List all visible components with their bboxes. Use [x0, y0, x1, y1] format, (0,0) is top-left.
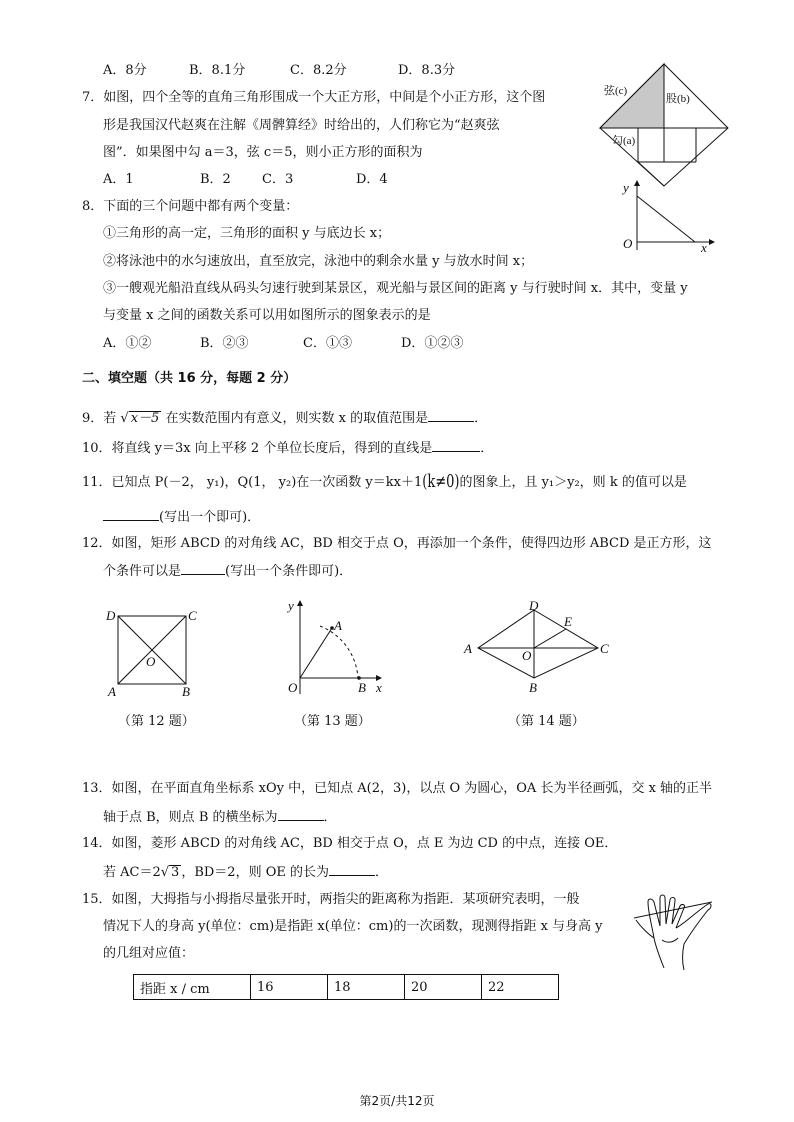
q12-line2	[103, 562, 352, 581]
q15-line3: 的几组对应值：	[103, 946, 195, 961]
fig13-label-b: B	[358, 680, 366, 695]
fig12-label-d: D	[106, 608, 116, 623]
figure-14-caption: （第 14 题）	[508, 714, 585, 729]
fig14-label-b: B	[529, 680, 537, 695]
q9-radicand: x－5	[130, 411, 160, 426]
q14-radicand: 3	[171, 865, 180, 880]
q8-graph	[615, 180, 715, 254]
label-gou: 勾(a)	[612, 135, 636, 147]
table-cell: 16	[251, 975, 328, 1000]
q12-line2-pre: 个条件可以是	[103, 564, 182, 579]
fig13-label-x: x	[376, 680, 382, 695]
q10-answer-blank[interactable]	[432, 439, 480, 452]
fig14-label-d: D	[529, 598, 539, 613]
q8-x-label: x	[701, 240, 707, 255]
figure-13	[284, 598, 388, 698]
q8-option-b: B．②③	[200, 336, 249, 351]
q13-line2	[103, 808, 337, 827]
q11-line1	[82, 474, 687, 492]
q8-option-d: D．①②③	[401, 336, 464, 351]
q10-text: 10．将直线 y＝3x 向上平移 2 个单位长度后，得到的直线是	[82, 441, 433, 456]
q13-answer-blank[interactable]	[278, 808, 324, 821]
q11-line2-post: (写出一个即可)．	[159, 510, 261, 525]
q8-line-last: 与变量 x 之间的函数关系可以用如图所示的图象表示的是	[103, 308, 431, 323]
figure-12-caption: （第 12 题）	[118, 714, 195, 729]
q8-option-c: C．①③	[303, 336, 352, 351]
q13-end: ．	[323, 810, 337, 825]
label-xian: 弦(c)	[604, 85, 628, 97]
fig12-label-c: C	[188, 608, 197, 623]
q7-option-b: B．2	[200, 172, 231, 187]
q9-answer-blank[interactable]	[428, 409, 474, 422]
q9-end: ．	[474, 411, 488, 426]
hand-figure	[630, 890, 714, 972]
q6-option-a: A．8分	[103, 63, 147, 78]
q15-line1: 15．如图，大拇指与小拇指尽量张开时，两指尖的距离称为指距．某项研究表明，一般	[82, 892, 580, 907]
finger-span-table	[133, 974, 559, 1000]
q8-y-label: y	[623, 180, 629, 195]
q12-line1: 12．如图，矩形 ABCD 的对角线 AC，BD 相交于点 O，再添加一个条件，使得四边形 ABCD 是正方形，这	[82, 536, 712, 551]
q9-pre: 9．若	[82, 411, 117, 426]
q6-option-d: D．8.3分	[398, 63, 456, 78]
q11-cond: (k≠0)	[422, 472, 460, 493]
zhao-shuang-figure	[598, 62, 730, 188]
fig14-label-a: A	[464, 641, 472, 656]
q11-answer-blank[interactable]	[103, 508, 159, 521]
fig14-label-e: E	[564, 614, 572, 629]
q8-option-a: A．①②	[103, 336, 152, 351]
figure-14	[462, 598, 612, 696]
q9-post: 在实数范围内有意义，则实数 x 的取值范围是	[165, 411, 429, 426]
fig14-label-o: O	[522, 648, 532, 663]
fig12-label-b: B	[182, 684, 190, 699]
table-header-cell: 指距 x / cm	[134, 975, 251, 1000]
fig13-label-a: A	[334, 618, 342, 633]
table-cell: 20	[405, 975, 482, 1000]
q7-line1: 7．如图，四个全等的直角三角形围成一个大正方形，中间是个小正方形，这个图	[82, 90, 546, 105]
fig13-label-o: O	[288, 680, 298, 695]
fig12-label-o: O	[146, 654, 156, 669]
q7-option-c: C．3	[262, 172, 294, 187]
q7-line2: 形是我国汉代赵爽在注解《周髀算经》时给出的，人们称它为“赵爽弦	[103, 118, 500, 133]
q12-answer-blank[interactable]	[181, 562, 225, 575]
q14-sqrt: √ 3	[160, 865, 180, 880]
label-gu: 股(b)	[666, 93, 690, 105]
q11-post: 的图象上，且 y₁＞y₂，则 k 的值可以是	[459, 475, 687, 490]
fig12-label-a: A	[108, 684, 116, 699]
q11-pre: 11．已知点 P(－2， y₁)，Q(1， y₂)在一次函数 y＝kx＋1	[82, 475, 423, 490]
q15-line2: 情况下人的身高 y(单位：cm)是指距 x(单位：cm)的一次函数，现测得指距 x 与身高 y	[103, 919, 603, 934]
table-cell: 22	[482, 975, 559, 1000]
q14-line1: 14．如图，菱形 ABCD 的对角线 AC，BD 相交于点 O，点 E 为边 CD 的中点，连接 OE．	[82, 836, 618, 851]
section-title: 二、填空题（共 16 分，每题 2 分）	[82, 371, 297, 386]
q6-option-b: B．8.1分	[189, 63, 246, 78]
q8-line1: 8．下面的三个问题中都有两个变量：	[82, 199, 299, 214]
q9	[82, 409, 487, 428]
q8-origin-label: O	[623, 236, 633, 251]
q12-line2-post: (写出一个条件即可)．	[225, 564, 353, 579]
q14-line2-pre: 若 AC＝2	[103, 865, 161, 880]
table-cell: 18	[328, 975, 405, 1000]
q7-option-a: A．1	[103, 172, 134, 187]
q6-option-c: C．8.2分	[290, 63, 347, 78]
q9-sqrt: √ x－5	[120, 411, 160, 426]
q8-item3: ③一艘观光船沿直线从码头匀速行驶到某景区，观光船与景区间的距离 y 与行驶时间 x．其中，变量 y	[103, 281, 688, 296]
fig13-label-y: y	[288, 598, 294, 613]
q11-line2	[103, 508, 260, 527]
q10	[82, 439, 493, 458]
page-footer: 第2页/共12页	[359, 1094, 435, 1108]
q14-line2-mid: ，BD＝2，则 OE 的长为	[181, 865, 329, 880]
q14-answer-blank[interactable]	[329, 863, 375, 876]
q7-option-d: D．4	[356, 172, 388, 187]
q8-item2: ②将泳池中的水匀速放出，直至放完，泳池中的剩余水量 y 与放水时间 x；	[103, 254, 534, 269]
q7-line3: 图”．如果图中勾 a＝3，弦 c＝5，则小正方形的面积为	[103, 145, 423, 160]
fig14-label-c: C	[600, 641, 609, 656]
figure-12	[104, 606, 200, 698]
figure-13-caption: （第 13 题）	[294, 714, 371, 729]
q10-end: ．	[480, 441, 494, 456]
q13-line1: 13．如图，在平面直角坐标系 xOy 中，已知点 A(2，3)，以点 O 为圆心，OA 长为半径画弧，交 x 轴的正半	[82, 781, 713, 796]
q14-line2	[103, 863, 388, 882]
q13-line2-pre: 轴于点 B，则点 B 的横坐标为	[103, 810, 278, 825]
table-row	[134, 975, 559, 1000]
q14-end: ．	[375, 865, 389, 880]
q8-item1: ①三角形的高一定，三角形的面积 y 与底边长 x；	[103, 226, 391, 241]
